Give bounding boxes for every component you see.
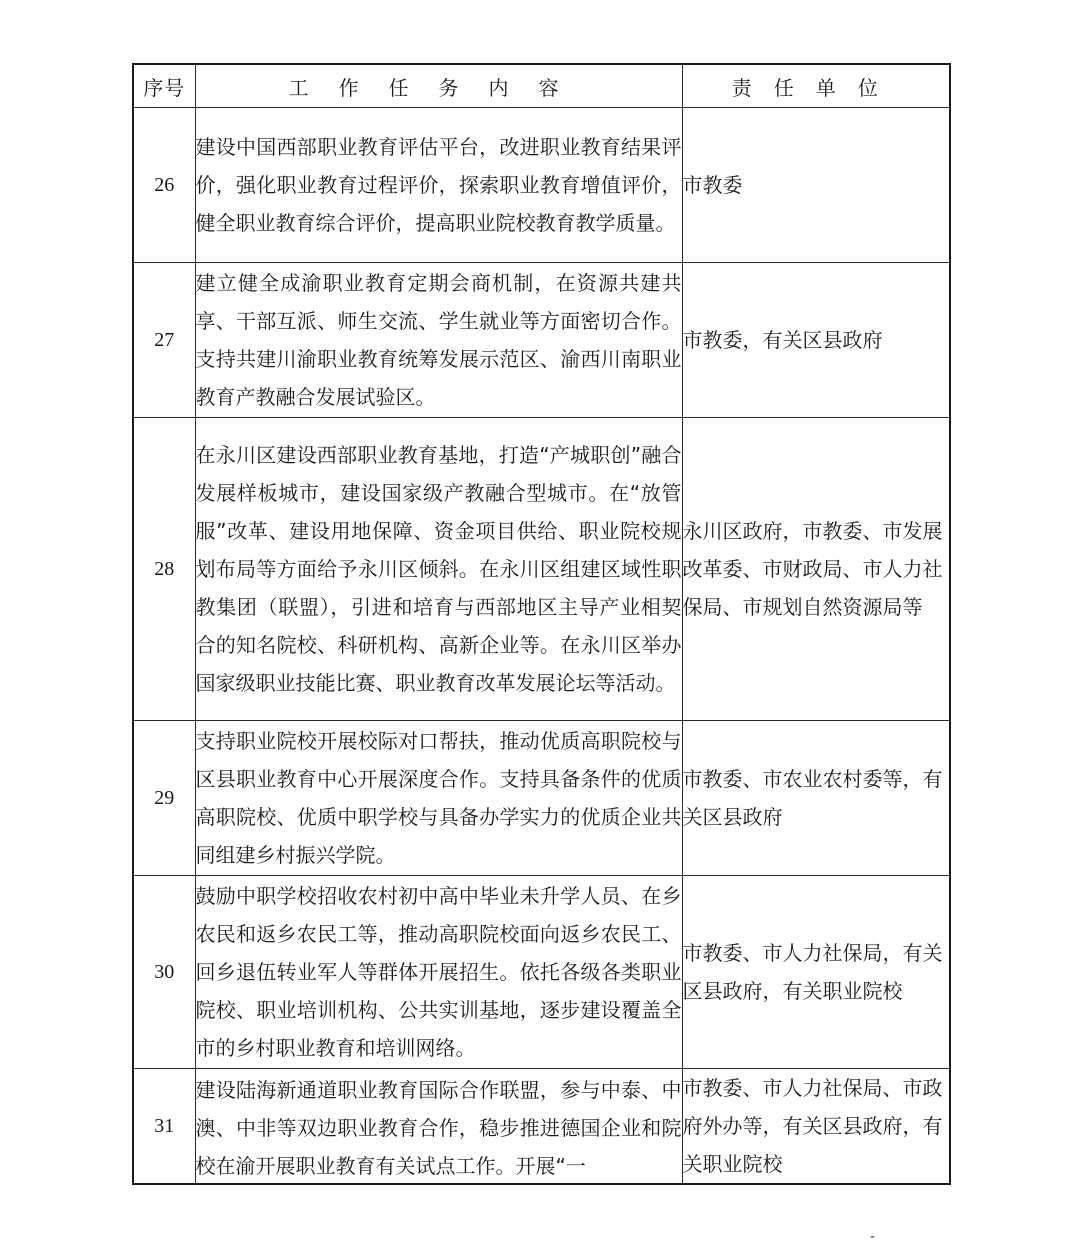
row-task-content <box>195 418 682 721</box>
unit-text: 市教委、市人力社保局，有关区县政府，有关职业院校 <box>682 941 943 1003</box>
row-task-content <box>195 721 682 876</box>
unit-text: 市教委，有关区县政府 <box>682 328 883 352</box>
task-text: 建设陆海新通道职业教育国际合作联盟，参与中泰、中澳、中非等双边职业教育合作，稳步推进德国企业和院校在渝开展职业教育有关试点工作。开展“一 <box>195 1078 682 1178</box>
row-responsible-unit <box>682 876 950 1069</box>
unit-text: 市教委、市人力社保局、市政府外办等，有关区县政府，有关职业院校 <box>682 1076 943 1176</box>
row-serial-number: 29 <box>133 721 195 876</box>
table-row <box>133 721 950 876</box>
task-text: 在永川区建设西部职业教育基地，打造“产城职创”融合发展样板城市，建设国家级产教融合型城市。在“放管服”改革、建设用地保障、资金项目供给、职业院校规划布局等方面给予永川区倾斜。在永川区组建区域性职教集团（联盟），引进和培育与西部地区主导产业相契合的知名院校、科研机构、高新企业等。在永川区举办国家级职业技能比赛、职业教育改革发展论坛等活动。 <box>195 443 682 695</box>
row-serial-number: 30 <box>133 876 195 1069</box>
row-task-content <box>195 876 682 1069</box>
header-serial-number: 序号 <box>133 64 195 108</box>
row-responsible-unit <box>682 108 950 263</box>
table-row <box>133 263 950 418</box>
row-responsible-unit <box>682 721 950 876</box>
row-responsible-unit <box>682 263 950 418</box>
task-text: 鼓励中职学校招收农村初中高中毕业未升学人员、在乡农民和返乡农民工等，推动高职院校面向返乡农民工、回乡退伍转业军人等群体开展招生。依托各级各类职业院校、职业培训机构、公共实训基地，逐步建设覆盖全市的乡村职业教育和培训网络。 <box>195 884 682 1060</box>
row-responsible-unit <box>682 1069 950 1185</box>
table-row <box>133 418 950 721</box>
table-row <box>133 108 950 263</box>
unit-text: 永川区政府，市教委、市发展改革委、市财政局、市人力社保局、市规划自然资源局等 <box>682 519 943 619</box>
unit-text: 市教委、市农业农村委等，有关区县政府 <box>682 767 943 829</box>
table-row <box>133 1069 950 1185</box>
unit-text: 市教委 <box>682 173 743 197</box>
row-serial-number: 27 <box>133 263 195 418</box>
table-header-row <box>133 64 950 108</box>
row-serial-number: 28 <box>133 418 195 721</box>
page-number-mark: - <box>870 1229 876 1245</box>
row-task-content <box>195 108 682 263</box>
header-task-content: 工作任务内容 <box>195 64 682 108</box>
row-responsible-unit <box>682 418 950 721</box>
task-table <box>132 63 951 1185</box>
row-task-content <box>195 1069 682 1185</box>
task-text: 建设中国西部职业教育评估平台，改进职业教育结果评价，强化职业教育过程评价，探索职业教育增值评价，健全职业教育综合评价，提高职业院校教育教学质量。 <box>195 135 682 235</box>
table-row <box>133 876 950 1069</box>
task-text: 支持职业院校开展校际对口帮扶，推动优质高职院校与区县职业教育中心开展深度合作。支持具备条件的优质高职院校、优质中职学校与具备办学实力的优质企业共同组建乡村振兴学院。 <box>195 729 682 867</box>
row-serial-number: 26 <box>133 108 195 263</box>
header-responsible-unit: 责任单位 <box>682 64 950 108</box>
row-serial-number: 31 <box>133 1069 195 1185</box>
task-text: 建立健全成渝职业教育定期会商机制，在资源共建共享、干部互派、师生交流、学生就业等方面密切合作。支持共建川渝职业教育统筹发展示范区、渝西川南职业教育产教融合发展试验区。 <box>195 271 682 409</box>
row-task-content <box>195 263 682 418</box>
